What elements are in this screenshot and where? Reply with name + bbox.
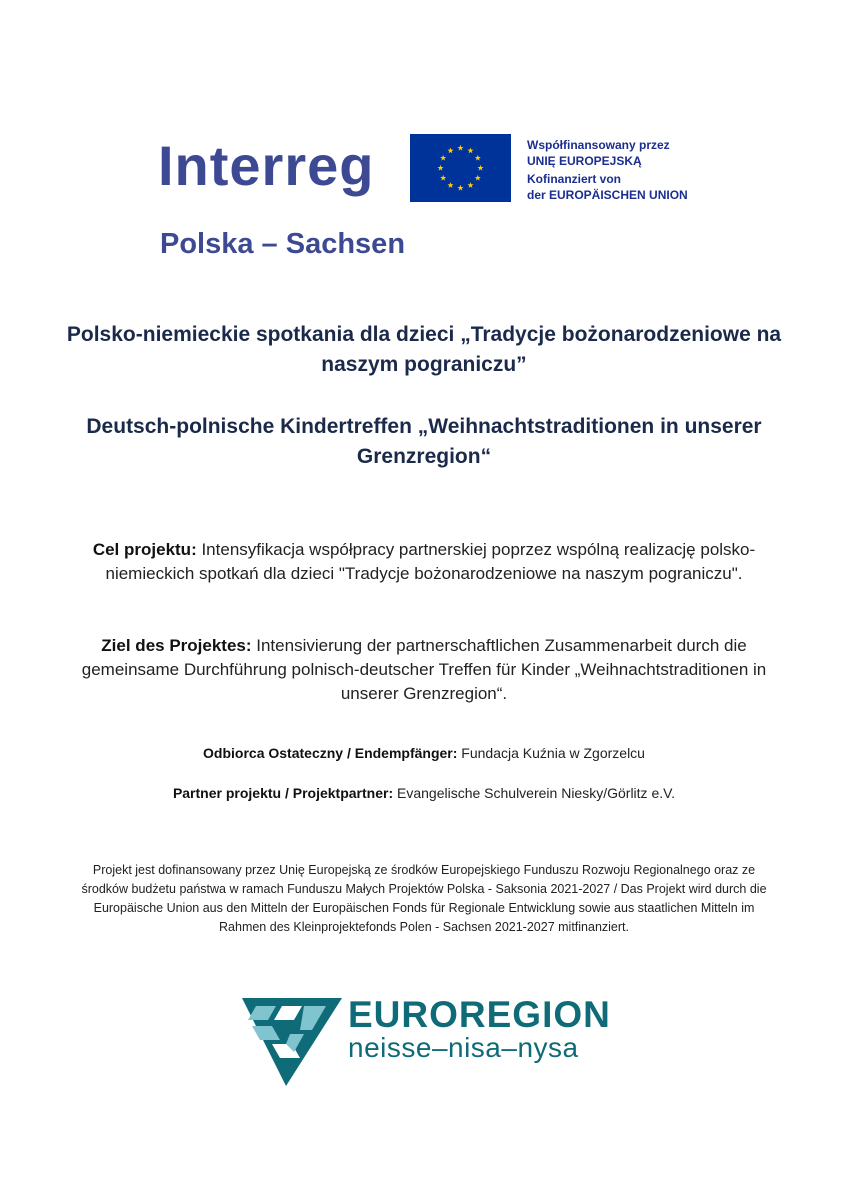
goal-polish-label: Cel projektu:	[92, 540, 197, 559]
title-polish: Polsko-niemieckie spotkania dla dzieci „Tradycje bożonarodzeniowe na naszym pograniczu”	[66, 323, 782, 376]
euroregion-emblem-icon	[242, 996, 342, 1088]
recipient-label: Odbiorca Ostateczny / Endempfänger:	[203, 745, 458, 761]
partner-line	[60, 785, 788, 801]
eu-text-pl-line2: UNIĘ EUROPEJSKĄ	[527, 154, 642, 168]
title-german: Deutsch-polnische Kindertreffen „Weihnachtstraditionen in unserer Grenzregion“	[86, 415, 762, 468]
recipient-line	[60, 745, 788, 761]
euroregion-logo	[242, 996, 612, 1091]
euroregion-wordmark: EUROREGION	[348, 994, 611, 1035]
eu-flag-icon	[410, 134, 511, 202]
euroregion-subtitle: neisse–nisa–nysa	[348, 1032, 579, 1063]
eu-cofinancing-label	[527, 137, 688, 203]
goal-german-text: Intensivierung der partnerschaftlichen Zusammenarbeit durch die gemeinsame Durchführung polnisch-deutscher Treffen für Kinder „Weihnachtstraditionen in unserer Grenzregion“.	[81, 636, 767, 703]
interreg-program-name: Polska – Sachsen	[160, 228, 406, 260]
interreg-logo-word: Interreg	[158, 134, 375, 197]
eu-text-pl-line1: Współfinansowany przez	[527, 138, 670, 152]
goal-german	[60, 634, 788, 706]
goal-polish	[60, 538, 788, 586]
eu-text-de-line2: der EUROPÄISCHEN UNION	[527, 188, 688, 202]
goal-german-label: Ziel des Projektes:	[101, 636, 252, 655]
recipient-value: Fundacja Kuźnia w Zgorzelcu	[457, 745, 645, 761]
eu-text-de-line1: Kofinanziert von	[527, 172, 622, 186]
partner-label: Partner projektu / Projektpartner:	[172, 785, 394, 801]
partner-value: Evangelische Schulverein Niesky/Görlitz e.V.	[393, 785, 676, 801]
goal-polish-text: Intensyfikacja współpracy partnerskiej poprzez wspólną realizację polsko-niemieckich spotkań dla dzieci "Tradycje bożonarodzeniowe na naszym pograniczu".	[105, 540, 756, 583]
funding-note: Projekt jest dofinansowany przez Unię Europejską ze środków Europejskiego Funduszu Rozwoju Regionalnego oraz ze środków budżetu państwa w ramach Funduszu Małych Projektów Polska - Saksonia 2021-2027 / Das Projekt wird durch die Europäische Union aus den Mitteln der Europäischen Fonds für Regionale Entwicklung sowie aus staatlichen Mitteln im Rahmen des Kleinprojektefonds Polen - Sachsen 2021-2027 mitfinanziert.	[81, 863, 767, 934]
